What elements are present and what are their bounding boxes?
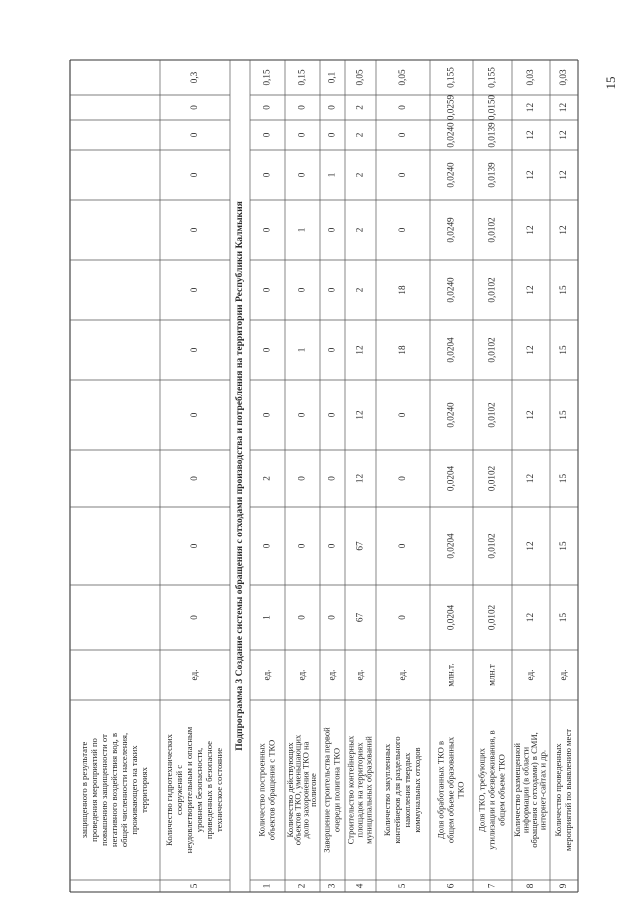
rows.5-name-line: коммунальных отходов [411, 747, 422, 833]
value-cell: 0 [326, 347, 337, 353]
rows.8-name-line: Количество размещенной [512, 743, 523, 837]
rows.5-name-line: накопления твердых [401, 752, 412, 828]
value-cell: 0 [189, 412, 200, 418]
value-cell: 18 [397, 285, 408, 295]
rows.5-name-line: Количество закупленных [381, 743, 392, 837]
value-cell: 12 [558, 102, 569, 113]
rows.2-name-line: объектов ТКО, уменьшающих [292, 734, 303, 846]
value-cell: 0 [397, 543, 408, 549]
value-cell: 12 [525, 345, 536, 355]
value-cell: 15 [558, 541, 569, 551]
weight-cell: 0,3 [189, 71, 200, 84]
rows.2-name-line: Количество действующих [284, 742, 295, 838]
value-cell: 12 [558, 170, 569, 180]
value-cell: 0 [397, 105, 408, 110]
value-cell: 12 [354, 473, 365, 484]
value-cell: 12 [525, 102, 536, 113]
value-cell: 0 [296, 287, 307, 293]
value-cell: 0 [326, 287, 337, 293]
weight-cell: 0,05 [354, 69, 365, 86]
row-number: 1 [261, 883, 272, 889]
value-cell: 0 [296, 615, 307, 620]
value-cell: 0 [296, 476, 307, 481]
value-cell: 0,0102 [486, 604, 497, 631]
rows.6-name-line: Доля обработанных ТКО в [435, 740, 446, 840]
value-cell: 67 [354, 541, 365, 551]
row-number: 5 [397, 883, 408, 889]
unit-cell: ед. [189, 669, 200, 681]
rows.0-name-line: сооружений с [173, 764, 184, 816]
value-cell: 0 [326, 132, 337, 138]
continued_row-name-line: негативного воздействия вод, в [108, 732, 119, 848]
rows.5-name-line: контейнеров для раздельного [391, 736, 402, 844]
value-cell: 0 [397, 172, 408, 178]
weight-cell: 0,03 [558, 69, 569, 86]
row-number: 5 [189, 883, 200, 889]
rows.4-name-line: площадок на территориях [354, 742, 365, 838]
value-cell: 12 [354, 345, 365, 355]
value-cell: 0 [189, 476, 200, 481]
rows.7-name-line: общем объеме ТКО [496, 754, 507, 826]
continued_row-name-line: защищенного в результате [78, 741, 89, 839]
rows.2-name-line: полигоне [308, 773, 319, 807]
row-number: 8 [525, 883, 536, 889]
value-cell: 12 [525, 410, 536, 420]
rows.9-name-line: мероприятий по выявлению мест [562, 728, 573, 852]
value-cell: 12 [525, 612, 536, 623]
unit-cell: ед. [354, 669, 365, 681]
rows.7-name-line: Доля ТКО, требующих [476, 748, 487, 832]
rows.4-name-line: муниципальных образований [363, 736, 374, 844]
value-cell: 0,0102 [486, 217, 497, 243]
value-cell: 67 [354, 612, 365, 623]
value-cell: 15 [558, 285, 569, 295]
value-cell: 0,0240 [445, 162, 456, 188]
value-cell: 0,0204 [445, 604, 456, 631]
value-cell: 0 [326, 476, 337, 481]
rows.1-name-line: Количество построенных [256, 743, 267, 837]
value-cell: 0 [296, 543, 307, 549]
value-cell: 0 [189, 172, 200, 178]
value-cell: 0,0150 [486, 94, 497, 121]
value-cell: 1 [261, 615, 272, 620]
value-cell: 0,0240 [445, 402, 456, 428]
value-cell: 0 [261, 105, 272, 110]
value-cell: 0,0102 [486, 465, 497, 492]
weight-cell: 0,05 [397, 69, 408, 86]
value-cell: 12 [558, 130, 569, 140]
value-cell: 0,0240 [445, 122, 456, 148]
continued_row-name-line: повышению защищенности от [98, 734, 109, 846]
continued_row-name-line: проведения мероприятий по [88, 738, 99, 842]
rows.4-name-line: Строительство контейнерных [345, 735, 356, 845]
continued_row-name-line: территориях [138, 767, 149, 813]
weight-cell: 0,03 [525, 69, 536, 86]
value-cell: 0,0240 [445, 277, 456, 303]
value-cell: 0 [189, 132, 200, 138]
continued_row-name-line: проживающего на таких [128, 745, 139, 835]
value-cell: 0 [261, 172, 272, 178]
value-cell: 0 [189, 287, 200, 293]
value-cell: 0 [397, 132, 408, 138]
unit-cell: ед. [296, 669, 307, 681]
value-cell: 1 [326, 172, 337, 178]
value-cell: 18 [397, 345, 408, 355]
value-cell: 12 [525, 225, 536, 235]
rows.3-name-line: Завершение строительства первой [321, 727, 332, 853]
value-cell: 0,0102 [486, 402, 497, 428]
value-cell: 0 [326, 543, 337, 549]
row-number: 6 [445, 883, 456, 889]
value-cell: 0 [326, 615, 337, 620]
value-cell: 0,0102 [486, 337, 497, 363]
rows.0-name-line: приведенных в безопасное [203, 741, 214, 839]
value-cell: 0 [326, 412, 337, 418]
value-cell: 12 [525, 541, 536, 551]
value-cell: 0,0249 [445, 217, 456, 243]
value-cell: 0 [261, 132, 272, 138]
unit-cell: ед. [558, 669, 569, 681]
value-cell: 0,0259 [445, 94, 456, 121]
rows.9-name-line: Количество проведенных [552, 743, 563, 837]
rows.3-name-line: очереди полигона ТКО [331, 747, 342, 833]
value-cell: 0 [296, 412, 307, 418]
value-cell: 12 [525, 170, 536, 180]
value-cell: 12 [354, 410, 365, 420]
value-cell: 2 [354, 172, 365, 178]
row-number: 9 [558, 883, 569, 889]
value-cell: 15 [558, 473, 569, 484]
value-cell: 2 [354, 227, 365, 233]
rows.0-name-line: техническое состояние [213, 747, 224, 833]
value-cell: 0 [261, 543, 272, 549]
value-cell: 12 [558, 225, 569, 235]
value-cell: 1 [296, 227, 307, 233]
value-cell: 2 [354, 132, 365, 138]
value-cell: 1 [296, 347, 307, 353]
value-cell: 0 [296, 172, 307, 178]
value-cell: 0 [261, 227, 272, 233]
value-cell: 0 [397, 476, 408, 481]
value-cell: 0 [397, 615, 408, 620]
weight-cell: 0,15 [296, 69, 307, 86]
unit-cell: млн.т. [445, 663, 456, 687]
unit-cell: ед. [261, 669, 272, 681]
value-cell: 12 [525, 285, 536, 295]
value-cell: 0 [397, 227, 408, 233]
value-cell: 0 [189, 105, 200, 110]
row-number: 3 [326, 883, 337, 889]
rows.8-name-line: интернет-сайтах и др. [537, 749, 548, 831]
row-number: 4 [354, 883, 365, 889]
weight-cell: 0,1 [326, 71, 337, 84]
rows.8-name-line: информации (в области [520, 746, 531, 834]
unit-cell: ед. [525, 669, 536, 681]
rows.0-name-line: неудовлетворительным и опасным [183, 726, 194, 854]
value-cell: 0 [261, 412, 272, 418]
value-cell: 0 [189, 347, 200, 353]
value-cell: 0,0204 [445, 337, 456, 363]
rows.6-name-line: ТКО [455, 781, 466, 799]
value-cell: 0 [261, 287, 272, 293]
value-cell: 0 [326, 105, 337, 110]
rows.8-name-line: обращения с отходами) в СМИ, [529, 732, 540, 848]
row-number: 2 [296, 883, 307, 889]
value-cell: 0,0102 [486, 533, 497, 559]
value-cell: 0,0139 [486, 122, 497, 148]
value-cell: 0 [326, 227, 337, 233]
rows.0-name-line: Количество гидротехнических [163, 734, 174, 846]
value-cell: 0 [189, 543, 200, 549]
unit-cell: ед. [326, 669, 337, 681]
rows.7-name-line: утилизации и обезвреживания, в [486, 730, 497, 850]
value-cell: 0,0204 [445, 533, 456, 559]
value-cell: 0 [397, 412, 408, 418]
value-cell: 0,0102 [486, 277, 497, 303]
value-cell: 2 [354, 105, 365, 110]
value-cell: 0 [296, 132, 307, 138]
value-cell: 0 [261, 347, 272, 353]
value-cell: 15 [558, 345, 569, 355]
table-body [79, 67, 573, 889]
weight-cell: 0,155 [486, 67, 497, 88]
rows.1-name-line: объектов обращения с ТКО [266, 739, 277, 841]
value-cell: 2 [261, 476, 272, 481]
continued_row-name-line: общей численности населения, [118, 732, 129, 848]
rows.2-name-line: долю захоронения ТКО на [300, 741, 311, 839]
rows.0-name-line: уровнем безопасности, [193, 747, 204, 833]
weight-cell: 0,155 [445, 67, 456, 88]
value-cell: 0 [189, 227, 200, 233]
unit-cell: ед. [397, 669, 408, 681]
section-heading: Подпрограмма 3 Создание системы обращения с отходами производства и потребления на территории Республики Калмыкия [234, 201, 246, 751]
value-cell: 12 [525, 130, 536, 140]
page-number: 15 [602, 76, 618, 90]
value-cell: 0 [296, 105, 307, 110]
value-cell: 0,0139 [486, 162, 497, 188]
value-cell: 2 [354, 287, 365, 293]
row-number: 7 [486, 883, 497, 889]
value-cell: 15 [558, 410, 569, 420]
value-cell: 0 [189, 615, 200, 620]
value-cell: 15 [558, 612, 569, 623]
value-cell: 12 [525, 473, 536, 484]
unit-cell: млн.т [486, 664, 497, 686]
rows.6-name-line: общем объеме образованных [445, 736, 456, 844]
weight-cell: 0,15 [261, 69, 272, 86]
value-cell: 0,0204 [445, 465, 456, 492]
